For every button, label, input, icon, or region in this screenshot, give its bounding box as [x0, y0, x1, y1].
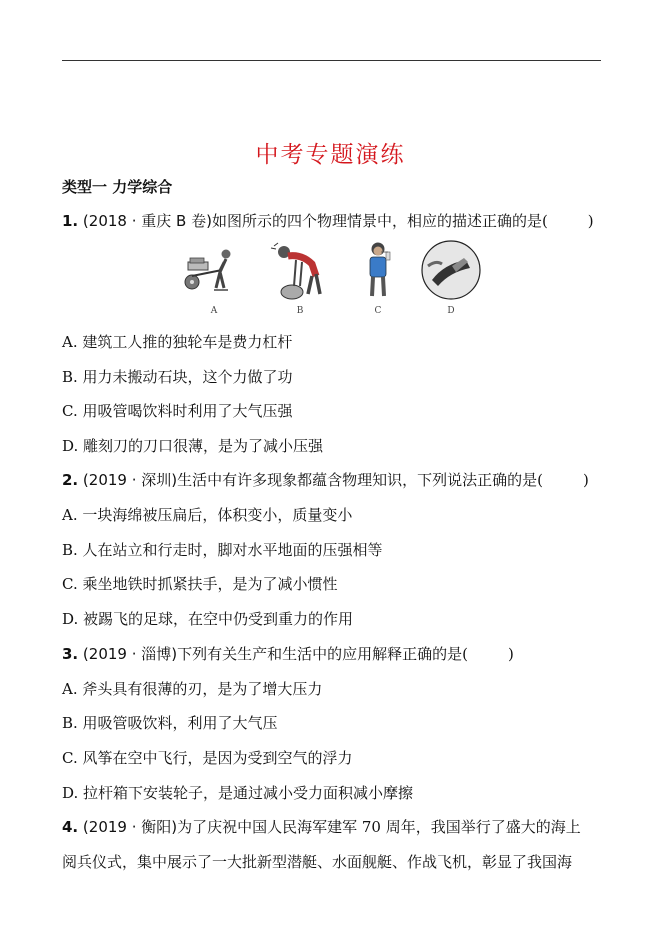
option-3d: D. 拉杆箱下安装轮子，是通过减小受力面积减小摩擦 — [62, 784, 414, 802]
figure-label-d: D — [447, 306, 455, 316]
question-source: (2019 · 深圳) — [82, 471, 178, 489]
option-2c: C. 乘坐地铁时抓紧扶手，是为了减小惯性 — [62, 575, 338, 593]
question-3-stem — [62, 643, 514, 664]
figure-label-c: C — [374, 306, 382, 316]
option-2a: A. 一块海绵被压扁后，体积变小，质量变小 — [62, 506, 353, 524]
question-number: 1. — [62, 212, 79, 230]
option-3b: B. 用吸管吸饮料，利用了大气压 — [62, 714, 278, 732]
option-1b: B. 用力未搬动石块，这个力做了功 — [62, 368, 293, 386]
question-1-stem — [62, 210, 594, 231]
option-1d: D. 雕刻刀的刀口很薄，是为了减小压强 — [62, 437, 324, 455]
question-4-stem — [62, 816, 581, 837]
question-text: 如图所示的四个物理情景中，相应的描述正确的是( — [211, 212, 548, 230]
option-2b: B. 人在站立和行走时，脚对水平地面的压强相等 — [62, 541, 383, 559]
answer-paren-close: ) — [587, 212, 594, 230]
question-text: 生活中有许多现象都蕴含物理知识，下列说法正确的是( — [177, 471, 543, 489]
boy-drinking-figure — [358, 240, 398, 302]
option-2d: D. 被踢飞的足球，在空中仍受到重力的作用 — [62, 610, 354, 628]
question-source: (2019 · 衡阳) — [82, 818, 178, 836]
question-number: 2. — [62, 471, 79, 489]
option-3c: C. 风筝在空中飞行，是因为受到空气的浮力 — [62, 749, 353, 767]
figure-label-a: A — [210, 306, 218, 316]
question-4-continuation: 阅兵仪式，集中展示了一大批新型潜艇、水面舰艇、作战飞机，彰显了我国海 — [62, 853, 573, 871]
option-1c: C. 用吸管喝饮料时利用了大气压强 — [62, 402, 293, 420]
figure-label-b: B — [296, 306, 304, 316]
page-title: 中考专题演练 — [255, 142, 406, 168]
question-number: 3. — [62, 645, 79, 663]
wheelbarrow-figure — [180, 240, 242, 302]
header-rule — [62, 60, 601, 61]
answer-paren-close: ) — [507, 645, 514, 663]
option-3a: A. 斧头具有很薄的刃，是为了增大压力 — [62, 680, 323, 698]
answer-paren-close: ) — [582, 471, 589, 489]
lifting-stone-figure — [268, 240, 332, 302]
question-text: 下列有关生产和生活中的应用解释正确的是( — [177, 645, 468, 663]
option-1a: A. 建筑工人推的独轮车是费力杠杆 — [62, 333, 293, 351]
question-source: (2019 · 淄博) — [82, 645, 178, 663]
question-text: 为了庆祝中国人民海军建军 70 周年，我国举行了盛大的海上 — [177, 818, 581, 836]
question-number: 4. — [62, 818, 79, 836]
section-title: 类型一 力学综合 — [62, 178, 173, 196]
question-source: (2018 · 重庆 B 卷) — [82, 212, 212, 230]
question-1-figures — [180, 240, 485, 318]
question-2-stem — [62, 469, 589, 490]
carving-knife-figure — [420, 240, 482, 302]
